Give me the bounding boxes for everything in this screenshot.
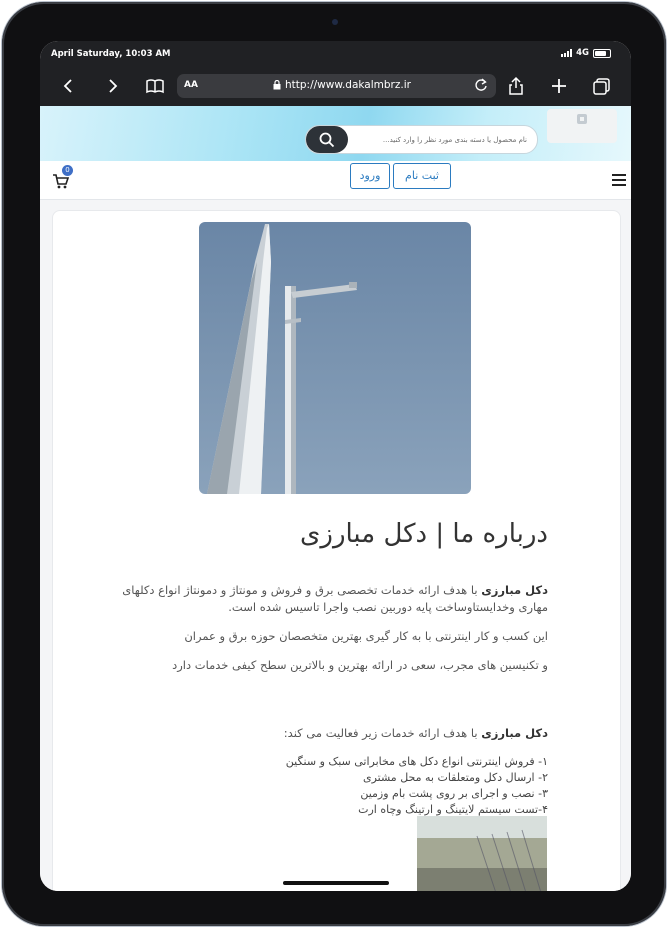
search-input[interactable] <box>351 126 531 153</box>
brand-name: دکل مبارزی <box>481 583 548 597</box>
forward-icon[interactable] <box>101 75 123 97</box>
share-icon[interactable] <box>505 75 527 97</box>
network-label: 4G <box>576 48 589 58</box>
new-tab-icon[interactable] <box>548 75 570 97</box>
text-size-button[interactable]: AA <box>184 80 198 90</box>
paragraph-3: و تکنیسین های مجرب، سعی در ارائه بهترین و بالاترین سطح کیفی خدمات دارد <box>172 658 548 672</box>
search-icon <box>319 132 335 148</box>
address-bar[interactable] <box>177 74 496 98</box>
search-button[interactable] <box>306 126 348 153</box>
cart-badge: 0 <box>62 165 73 176</box>
site-nav <box>40 161 631 200</box>
screen <box>40 41 631 891</box>
back-icon[interactable] <box>58 75 80 97</box>
hero-image-mast <box>199 222 471 494</box>
services-heading-text: با هدف ارائه خدمات زیر فعالیت می کند: <box>283 726 482 740</box>
intro-text: با هدف ارائه خدمات تخصصی برق و فروش و مونتاژ و دمونتاژ انواع دکلهای مهاری وخدایستاوساخت پایه دوربین نصب واجرا تاسیس شده است. <box>122 583 548 614</box>
front-camera <box>332 19 338 25</box>
login-button[interactable]: ورود <box>350 163 390 189</box>
menu-icon[interactable] <box>612 174 626 186</box>
site-header-banner <box>40 106 631 161</box>
list-item: ۱- فروش اینترنتی انواع دکل های مخابراتی سبک و سنگین <box>285 755 548 768</box>
list-item: ۲- ارسال دکل ومتعلقات به محل مشتری <box>363 771 548 784</box>
site-logo[interactable] <box>547 109 617 143</box>
bookmarks-icon[interactable] <box>144 75 166 97</box>
services-brand: دکل مبارزی <box>481 726 548 740</box>
list-item: ۳- نصب و اجرای بر روی پشت بام وزمین <box>360 787 548 800</box>
list-item: ۴-تست سیستم لایتینگ و ارتینگ وچاه ارت <box>358 803 548 816</box>
page-title: درباره ما | دکل مبارزی <box>300 519 548 549</box>
signal-icon <box>561 49 572 57</box>
lock-icon <box>273 80 281 90</box>
status-indicators <box>561 48 611 58</box>
search-bar <box>305 125 538 154</box>
battery-icon <box>593 49 611 58</box>
services-heading <box>120 725 548 742</box>
url-text: http://www.dakalmbrz.ir <box>285 79 411 91</box>
browser-toolbar <box>40 41 631 106</box>
register-button[interactable]: ثبت نام <box>393 163 451 189</box>
status-time: April Saturday, 10:03 AM <box>51 49 171 59</box>
paragraph-2: این کسب و کار اینترنتی با به کار گیری بهترین متخصصان حوزه برق و عمران <box>184 629 548 643</box>
wall-photo <box>417 816 547 891</box>
reload-icon[interactable] <box>474 77 488 97</box>
intro-paragraph <box>120 582 548 616</box>
services-list <box>120 754 548 818</box>
url-display[interactable] <box>273 79 411 91</box>
tabs-icon[interactable] <box>591 75 613 97</box>
home-indicator <box>283 881 389 885</box>
